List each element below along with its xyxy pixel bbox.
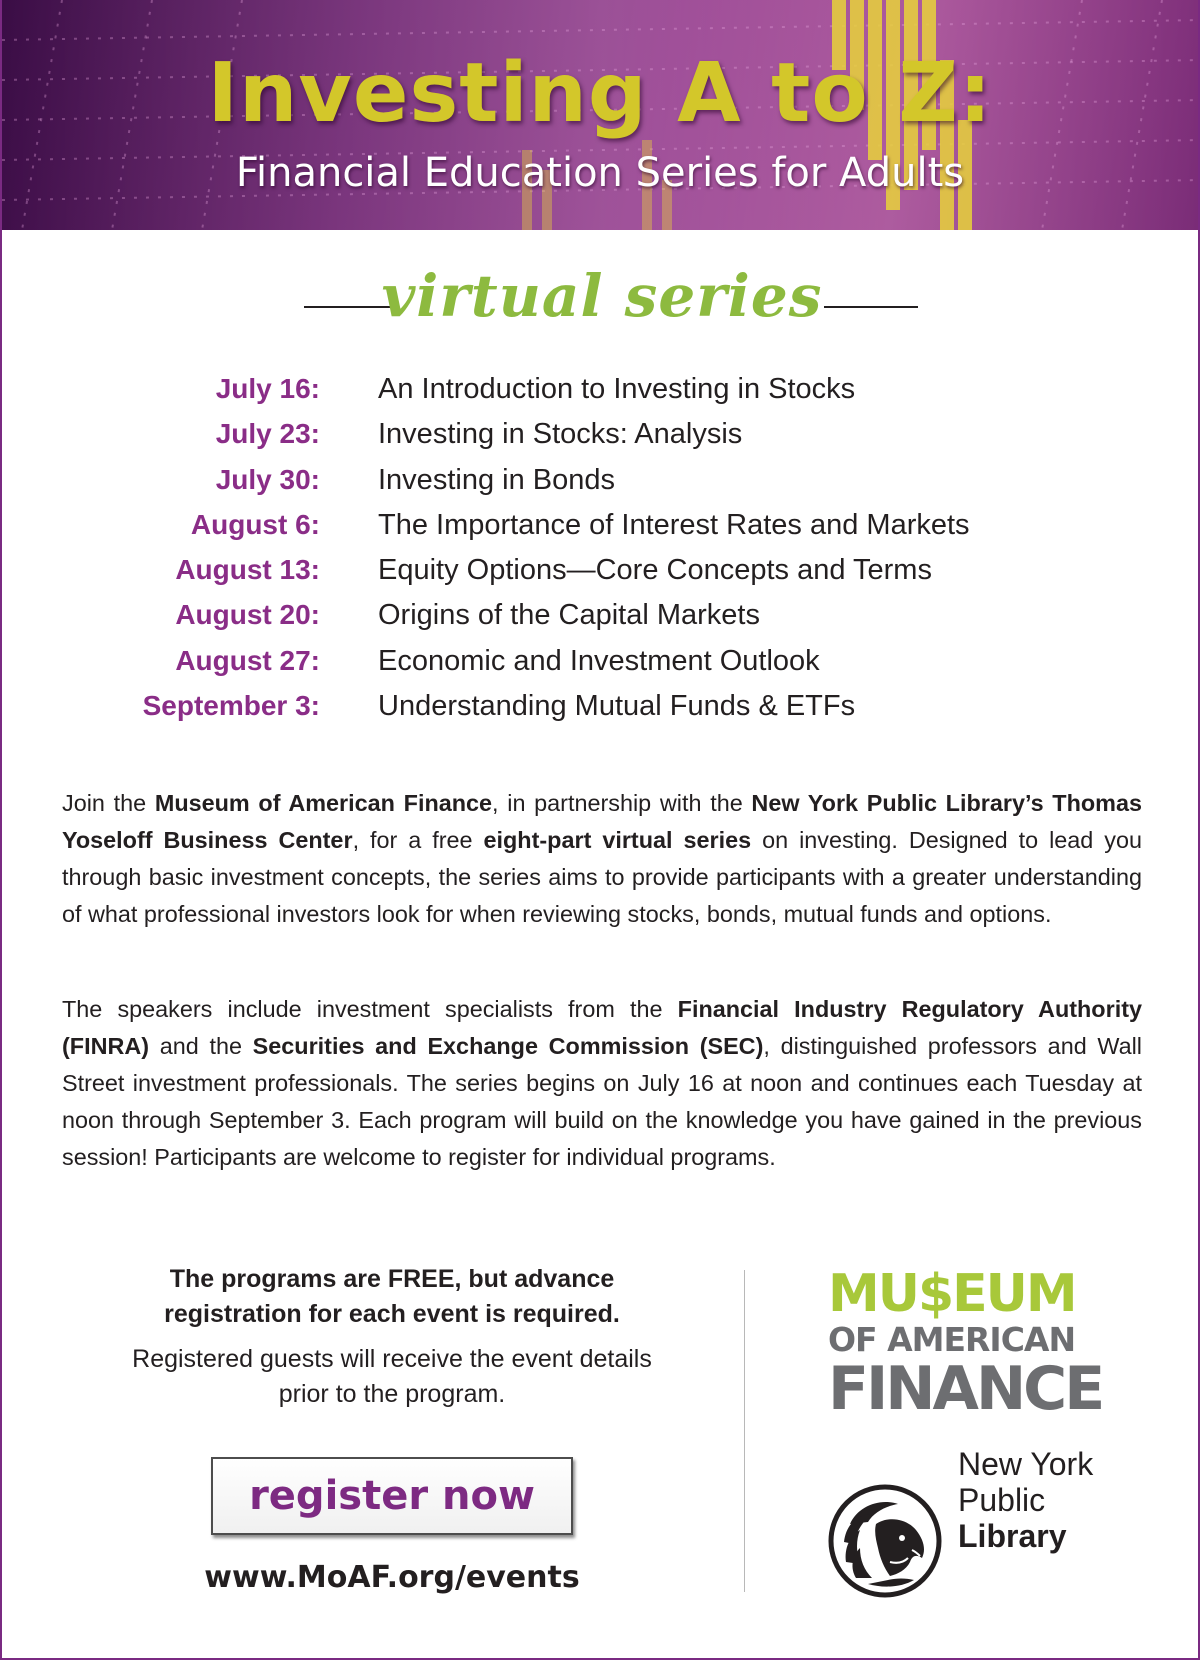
- notice-line: Registered guests will receive the event details: [132, 1345, 652, 1373]
- series-heading: [2, 262, 1200, 342]
- intro-text: on investing. Designed to lead you through basic investment concepts, the series aims to provide participants with a greater understanding of what professional investors look for when reviewing stocks, bonds, mutual funds and options.: [62, 827, 1142, 927]
- nypl-logo-line1: New York: [958, 1446, 1094, 1482]
- schedule-title: Investing in Bonds: [378, 463, 615, 496]
- schedule-title: The Importance of Interest Rates and Markets: [378, 508, 970, 541]
- schedule-row: [2, 554, 1200, 599]
- schedule-title: Investing in Stocks: Analysis: [378, 418, 743, 451]
- sec-name: Securities and Exchange Commission (SEC): [252, 1033, 764, 1059]
- intro-paragraph: [62, 785, 1142, 933]
- nypl-logo-text: [958, 1446, 1093, 1554]
- notice-line: prior to the program.: [278, 1380, 506, 1408]
- schedule-date: August 13:: [175, 554, 320, 586]
- speakers-text: The speakers include investment specialists from the: [62, 996, 678, 1022]
- speakers-text: and the: [149, 1033, 253, 1059]
- notice-bold-line: registration for each event is required.: [164, 1300, 620, 1328]
- schedule-title: Economic and Investment Outlook: [378, 644, 820, 677]
- finra-name: Financial Industry Regulatory Authority (FINRA): [62, 996, 1142, 1059]
- schedule-date: August 6:: [190, 508, 320, 540]
- moaf-logo-line1: MU$EUM: [828, 1264, 1076, 1324]
- schedule-title: Origins of the Capital Markets: [378, 599, 760, 632]
- schedule-date: August 20:: [175, 599, 320, 631]
- banner-subtitle: Financial Education Series for Adults: [235, 150, 965, 196]
- schedule-date: July 23:: [215, 418, 320, 450]
- intro-text: , for a free: [352, 827, 484, 853]
- schedule-date: August 27:: [175, 644, 320, 676]
- speakers-text: , distinguished professors and Wall Street investment professionals. The series begins on July 16 at noon and continues each Tuesday at noon through September 3. Each program will build on the knowledge you have gained in the previous session! Participants are welcome to register for individual programs.: [62, 1033, 1143, 1170]
- register-now-button[interactable]: register now: [211, 1457, 573, 1535]
- speakers-paragraph: [62, 991, 1142, 1176]
- schedule-row: [2, 509, 1200, 554]
- schedule-date: July 16:: [215, 373, 320, 404]
- nypl-logo-line2: Public: [958, 1482, 1046, 1518]
- schedule-row: [2, 690, 1200, 735]
- schedule-title: An Introduction to Investing in Stocks: [378, 373, 856, 405]
- schedule-title: Equity Options—Core Concepts and Terms: [378, 554, 932, 587]
- nypl-logo-line3: Library: [958, 1518, 1067, 1554]
- intro-text: , in partnership with the: [492, 790, 752, 816]
- free-registration-notice: [62, 1262, 722, 1332]
- moaf-logo: [828, 1264, 1103, 1424]
- website-link[interactable]: www.MoAF.org/events: [204, 1560, 580, 1595]
- schedule-row: [2, 599, 1200, 644]
- nypl-center-name: New York Public Library’s Thomas Yoseloff Business Center: [62, 790, 1142, 853]
- moaf-logo-line3: FINANCE: [828, 1354, 1103, 1424]
- schedule-date: September 3:: [142, 690, 320, 722]
- vertical-divider: [744, 1270, 745, 1592]
- moaf-name: Museum of American Finance: [154, 790, 493, 816]
- moaf-logo-line2: OF AMERICAN: [828, 1320, 1076, 1359]
- series-heading-text: virtual series: [381, 262, 823, 330]
- schedule-date: July 30:: [215, 463, 320, 495]
- nypl-lion-icon: [828, 1484, 942, 1598]
- header-banner: [2, 0, 1198, 230]
- schedule-title: Understanding Mutual Funds & ETFs: [378, 690, 856, 723]
- schedule-row: [2, 464, 1200, 509]
- guest-details-notice: [62, 1342, 722, 1412]
- intro-text: Join the: [62, 790, 155, 816]
- series-description: eight-part virtual series: [483, 827, 752, 853]
- heading-rule-right: [824, 306, 918, 308]
- schedule-row: [2, 645, 1200, 690]
- schedule-row: [2, 373, 1200, 418]
- banner-title: Investing A to Z:: [207, 46, 993, 141]
- schedule-row: [2, 418, 1200, 463]
- notice-bold-line: The programs are FREE, but advance: [169, 1265, 615, 1293]
- schedule-list: [2, 373, 1200, 735]
